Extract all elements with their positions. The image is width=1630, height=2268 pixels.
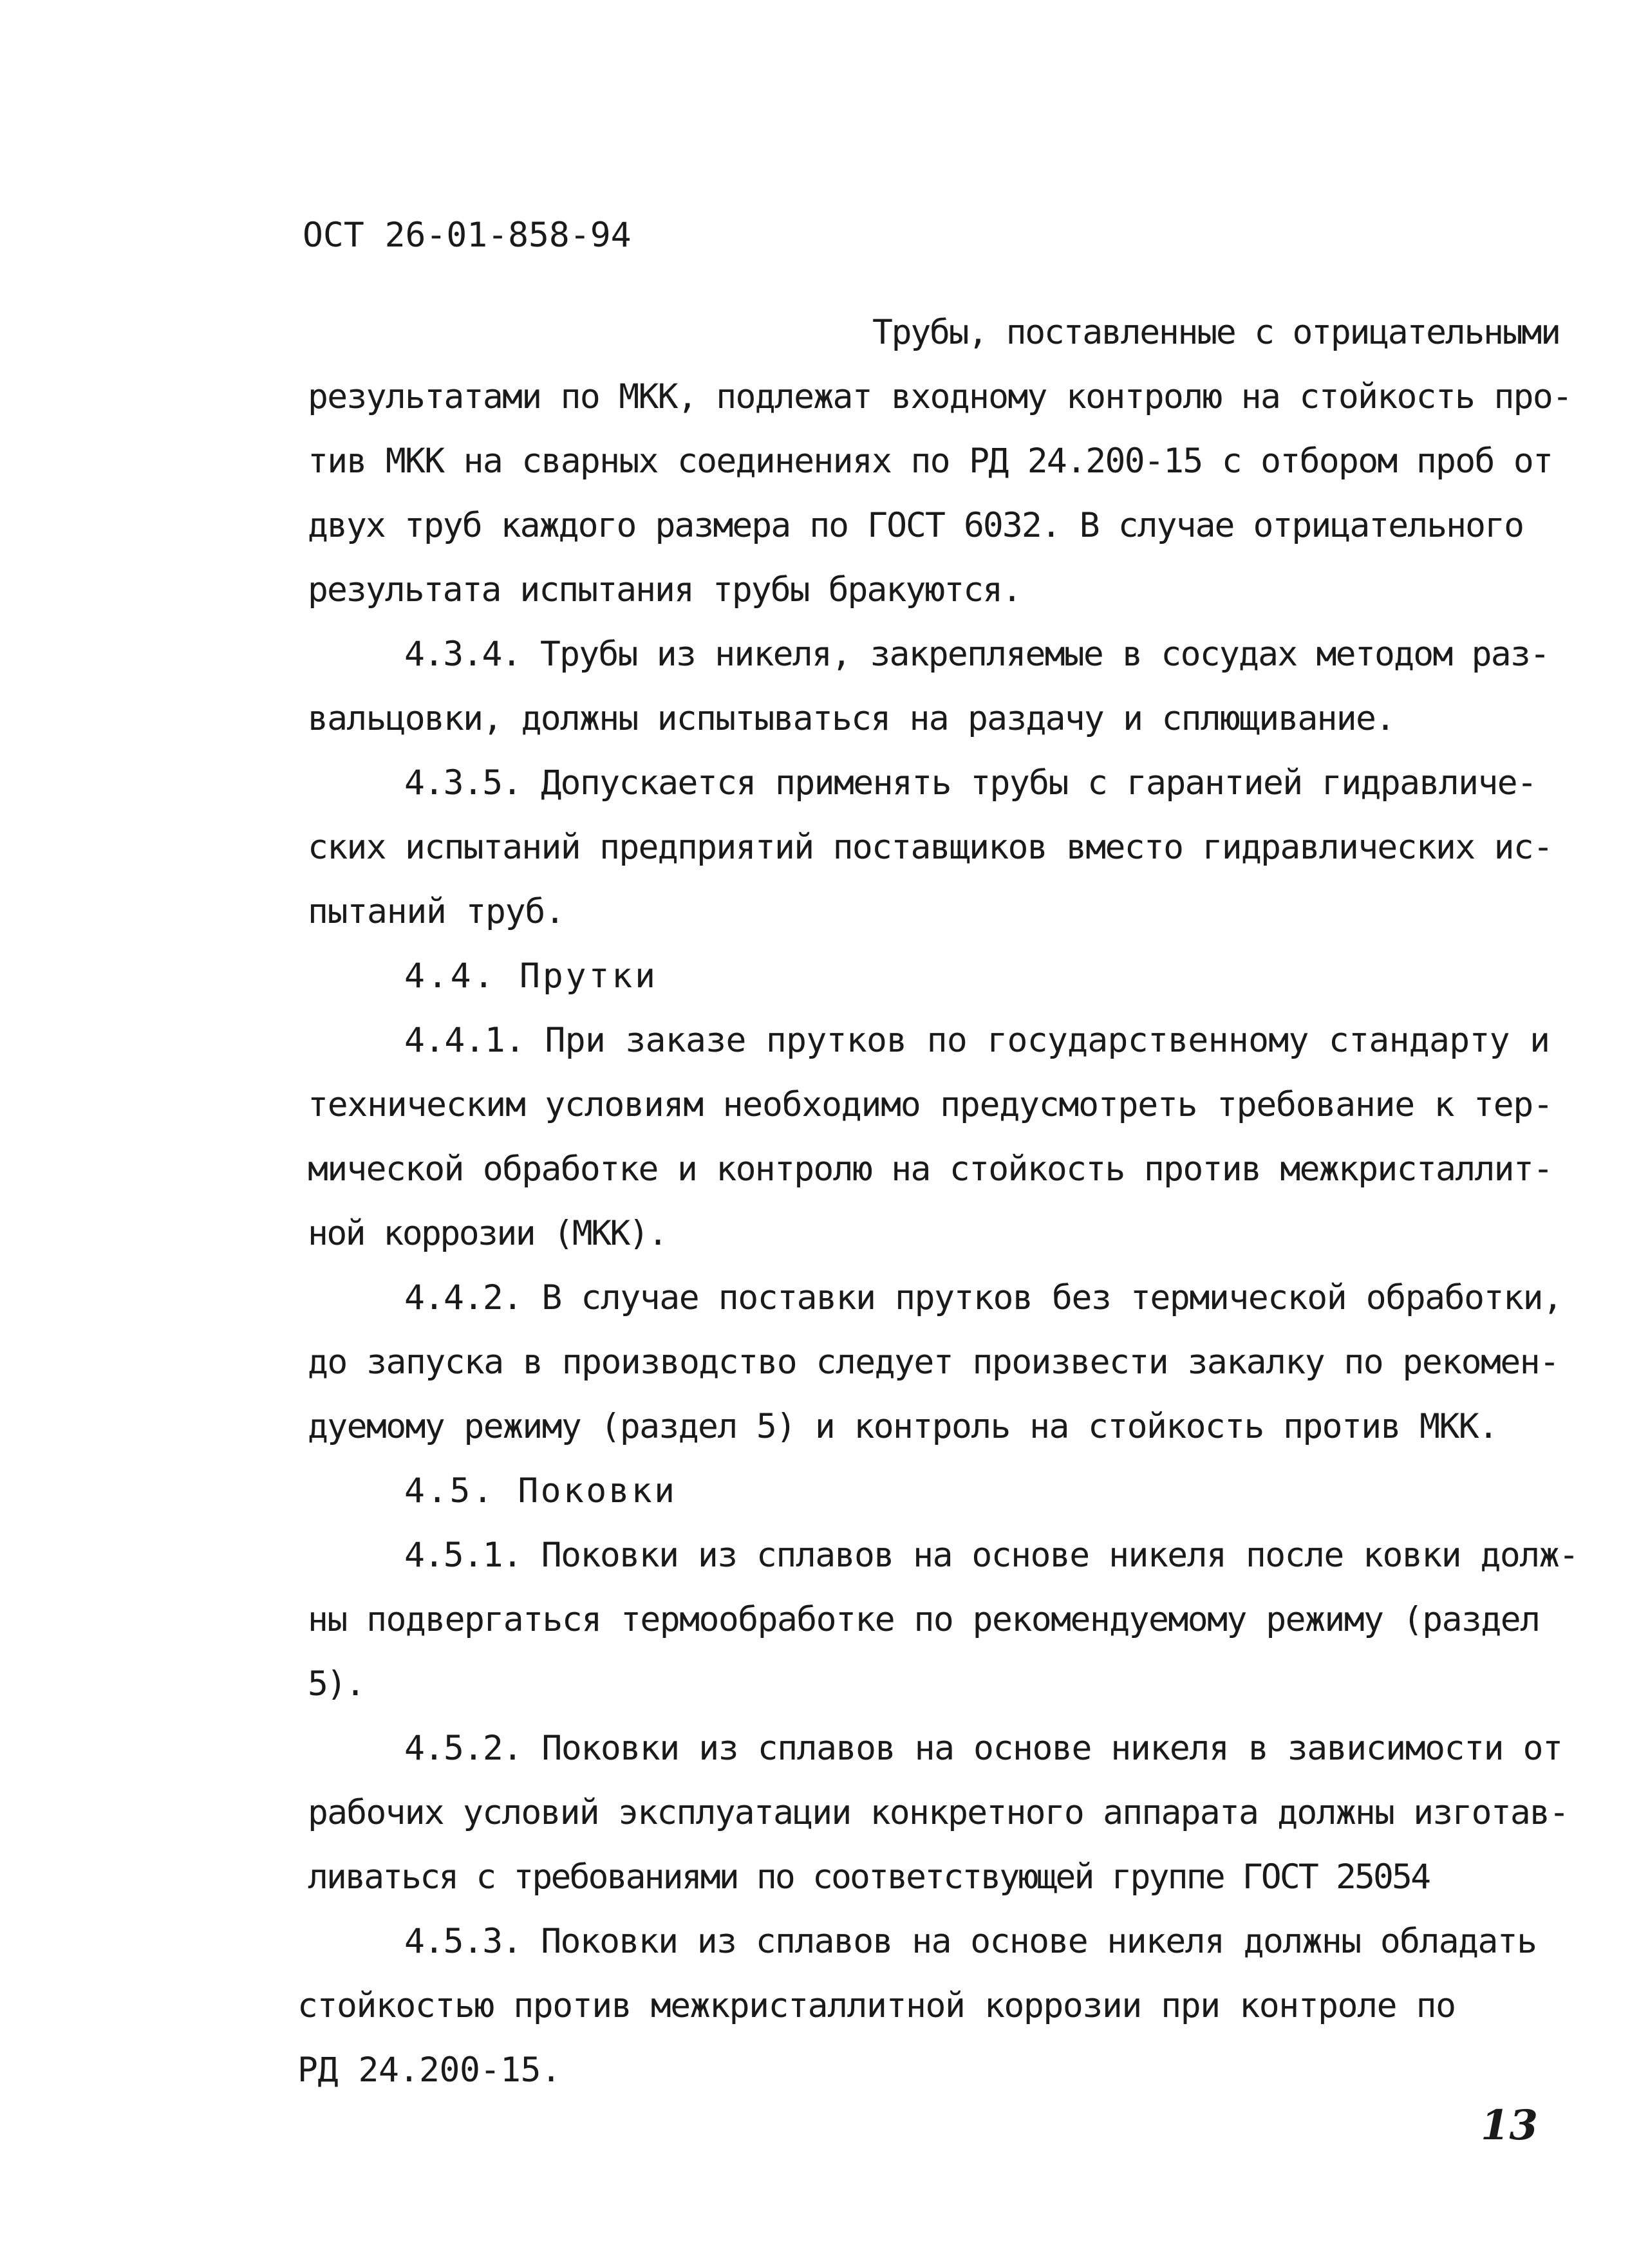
text-line: ливаться с требованиями по соответствующей группе ГОСТ 25054: [308, 1857, 1430, 1897]
text-line: Трубы, поставленные с отрицательными: [872, 313, 1560, 352]
text-line: вальцовки, должны испытываться на раздачу и сплющивание.: [308, 699, 1395, 738]
text-line: рабочих условий эксплуатации конкретного аппарата должны изготав-: [308, 1793, 1569, 1832]
section-4-4-2-line: 4.4.2. В случае поставки прутков без термической обработки,: [404, 1278, 1562, 1317]
text-line: пытаний труб.: [308, 892, 565, 931]
text-line: ны подвергаться термообработке по рекомендуемому режиму (раздел: [308, 1600, 1540, 1639]
section-4-5-heading: 4.5. Поковки: [404, 1471, 677, 1510]
text-line: техническим условиям необходимо предусмотреть требование к тер-: [308, 1085, 1553, 1124]
text-line: ной коррозии (МКК).: [308, 1214, 667, 1253]
text-line: до запуска в производство следует произвести закалку по рекомен-: [308, 1343, 1559, 1382]
text-line: дуемому режиму (раздел 5) и контроль на стойкость против МКК.: [308, 1407, 1498, 1446]
text-line: РД 24.200-15.: [297, 2050, 561, 2090]
text-line: стойкостью против межкристаллитной коррозии при контроле по: [297, 1986, 1456, 2025]
text-line: мической обработке и контролю на стойкость против межкристаллит-: [308, 1149, 1553, 1189]
section-4-3-5-line: 4.3.5. Допускается применять трубы с гарантией гидравличе-: [404, 763, 1537, 803]
section-4-3-4-line: 4.3.4. Трубы из никеля, закрепляемые в сосудах методом раз-: [404, 635, 1550, 674]
text-line: результата испытания трубы бракуются.: [308, 570, 1022, 609]
text-line: тив МКК на сварных соединениях по РД 24.200-15 с отбором проб от: [308, 442, 1553, 481]
page-number: 13: [1481, 2101, 1539, 2150]
text-line: 5).: [308, 1664, 364, 1704]
text-line: результатами по МКК, подлежат входному контролю на стойкость про-: [308, 377, 1572, 416]
section-4-5-3-line: 4.5.3. Поковки из сплавов на основе никеля должны обладать: [404, 1922, 1537, 1961]
section-4-4-1-line: 4.4.1. При заказе прутков по государственному стандарту и: [404, 1021, 1550, 1060]
section-4-5-2-line: 4.5.2. Поковки из сплавов на основе никеля в зависимости от: [404, 1729, 1562, 1768]
section-4-5-1-line: 4.5.1. Поковки из сплавов на основе никеля после ковки долж-: [404, 1536, 1578, 1575]
section-4-4-heading: 4.4. Прутки: [404, 956, 658, 996]
text-line: ских испытаний предприятий поставщиков вместо гидравлических ис-: [308, 828, 1553, 867]
text-line: двух труб каждого размера по ГОСТ 6032. В случае отрицательного: [308, 506, 1524, 545]
document-code: ОСТ 26-01-858-94: [303, 216, 632, 255]
